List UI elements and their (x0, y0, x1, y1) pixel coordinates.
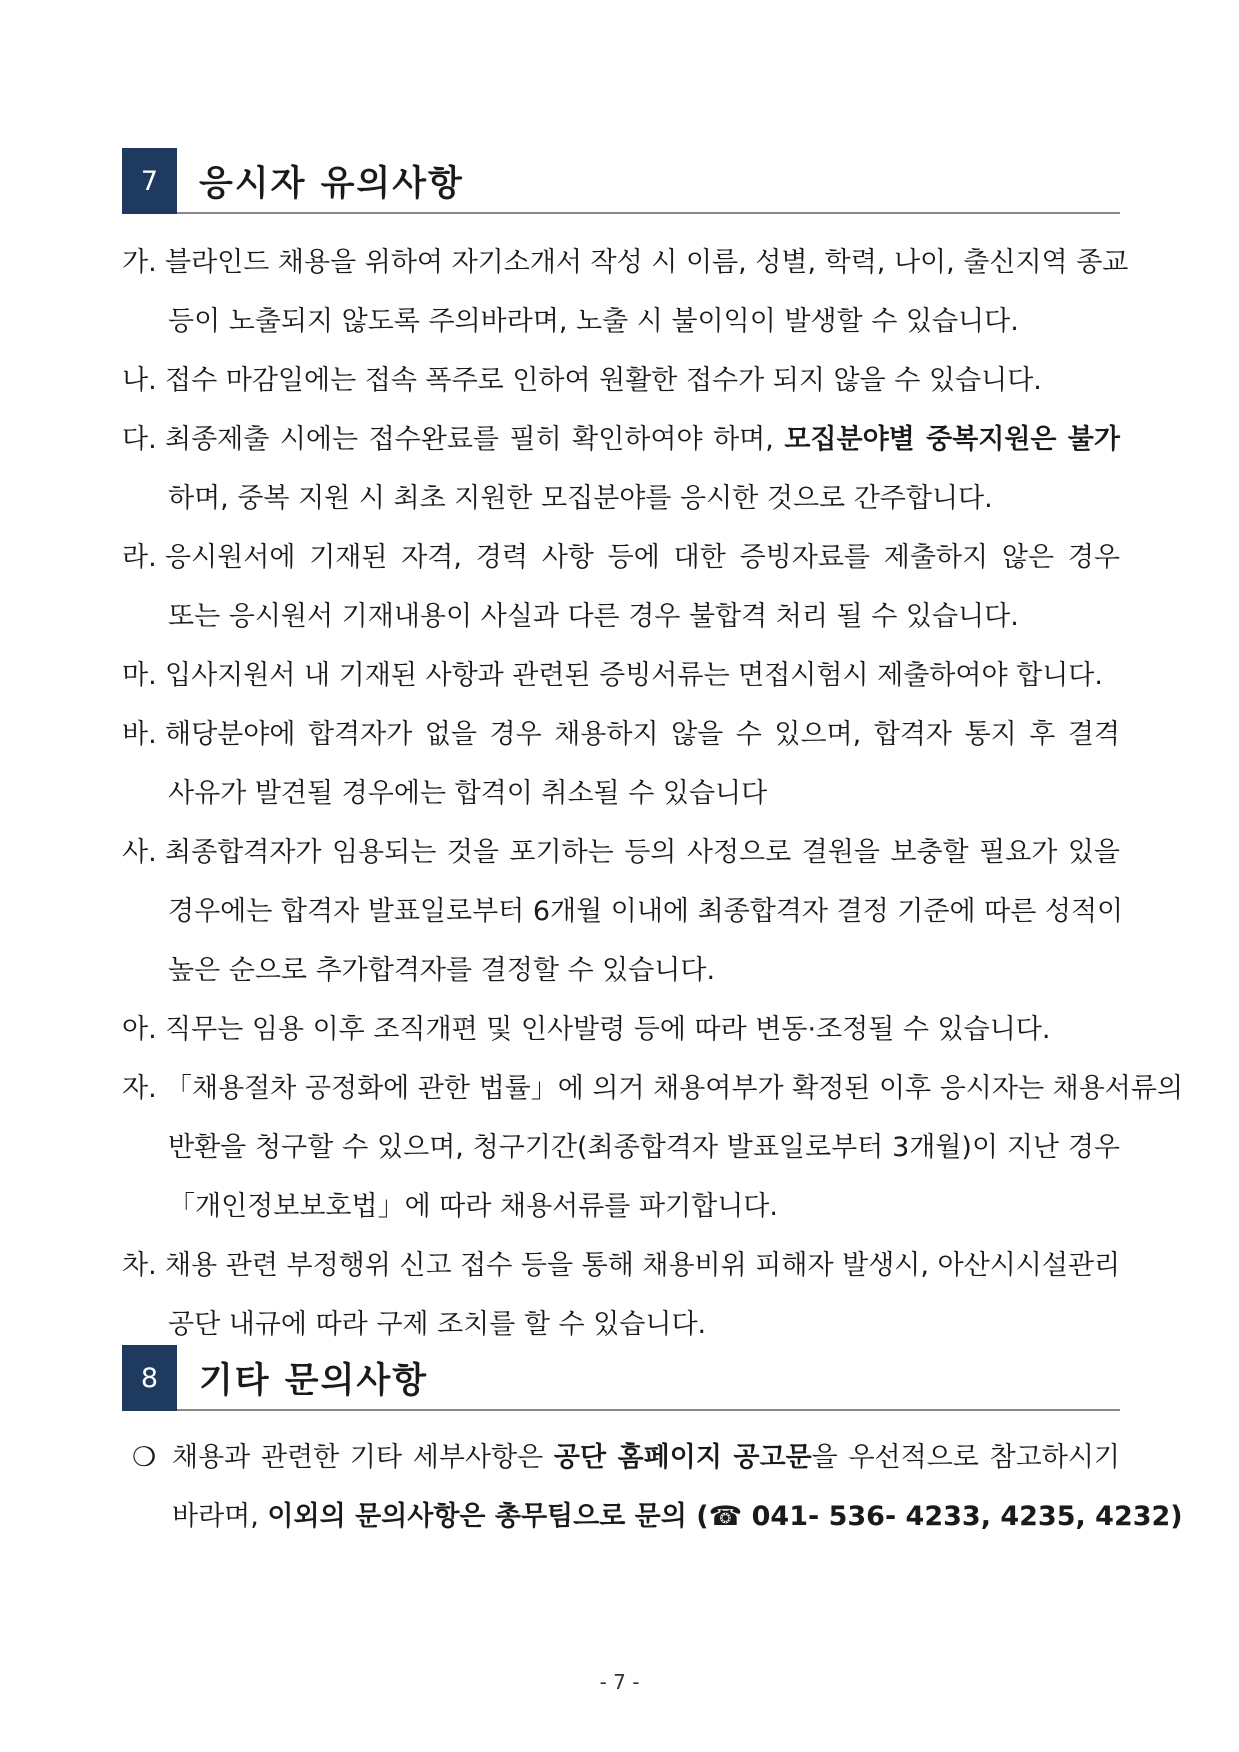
item-line: 입사지원서 내 기재된 사항과 관련된 증빙서류는 면접시험시 제출하여야 합니다. (165, 660, 1103, 691)
notice-item-ba (122, 705, 1120, 823)
section-rule (177, 212, 1120, 214)
item-line (122, 410, 1120, 469)
item-line: 경우에는 합격자 발표일로부터 6개월 이내에 최종합격자 결정 기준에 따른 성적이 (168, 896, 1124, 927)
item-line: 하며, 중복 지원 시 최초 지원한 모집분야를 응시한 것으로 간주합니다. (168, 483, 993, 514)
item-text: 채용과 관련한 기타 세부사항은 (172, 1442, 554, 1473)
item-line: 해당분야에 합격자가 없을 경우 채용하지 않을 수 있으며, 합격자 통지 후 결격 (165, 719, 1120, 750)
emphasis-text: 공단 홈페이지 공고문 (553, 1442, 812, 1473)
item-line: 직무는 임용 이후 조직개편 및 인사발령 등에 따라 변동·조정될 수 있습니다. (165, 1014, 1051, 1045)
emphasis-text: 이외의 문의사항은 총무팀으로 문의 (☎ 041- 536- 4233, 4235, 4232) (267, 1501, 1183, 1532)
section-number-badge: 8 (122, 1345, 177, 1411)
notice-item-cha (122, 1236, 1120, 1354)
notice-item-a (122, 1000, 1120, 1059)
item-line: 등이 노출되지 않도록 주의바라며, 노출 시 불이익이 발생할 수 있습니다. (168, 306, 1019, 337)
item-line: 또는 응시원서 기재내용이 사실과 다른 경우 불합격 처리 될 수 있습니다. (168, 601, 1019, 632)
item-marker: 사. (122, 837, 157, 868)
notice-item-ja (122, 1059, 1184, 1236)
item-line: 블라인드 채용을 위하여 자기소개서 작성 시 이름, 성별, 학력, 나이, 출신지역 종교 (165, 247, 1129, 278)
item-marker: 마. (122, 660, 157, 691)
section-rule (177, 1409, 1120, 1411)
notice-item-ga (122, 233, 1129, 351)
item-line: 공단 내규에 따라 구제 조치를 할 수 있습니다. (168, 1309, 707, 1340)
page-number: - 7 - (599, 1670, 640, 1694)
item-text: 을 우선적으로 참고하시기 (811, 1442, 1120, 1473)
item-line: 반환을 청구할 수 있으며, 청구기간(최종합격자 발표일로부터 3개월)이 지난 경우 (168, 1132, 1120, 1163)
section-7-header (122, 148, 1120, 214)
emphasis-text: 모집분야별 중복지원은 불가 (784, 424, 1120, 455)
notice-item-da (122, 410, 1120, 528)
circle-bullet-icon: ❍ (132, 1442, 157, 1473)
item-line: 채용 관련 부정행위 신고 접수 등을 통해 채용비위 피해자 발생시, 아산시시설관리 (165, 1250, 1121, 1281)
item-line: 접수 마감일에는 접속 폭주로 인하여 원활한 접수가 되지 않을 수 있습니다. (165, 365, 1042, 396)
item-line: 「채용절차 공정화에 관한 법률」에 의거 채용여부가 확정된 이후 응시자는 채용서류의 (165, 1073, 1184, 1104)
item-line (132, 1428, 1120, 1487)
section-title: 기타 문의사항 (199, 1361, 429, 1401)
item-marker: 바. (122, 719, 157, 750)
notice-item-sa (122, 823, 1124, 1000)
section-8-header (122, 1345, 1120, 1411)
item-marker: 라. (122, 542, 157, 573)
notice-item-ra (122, 528, 1120, 646)
item-marker: 나. (122, 365, 157, 396)
item-marker: 차. (122, 1250, 157, 1281)
contact-info-item (132, 1428, 1183, 1546)
item-line: 「개인정보보호법」에 따라 채용서류를 파기합니다. (168, 1191, 778, 1222)
section-number-badge: 7 (122, 148, 177, 214)
item-line (132, 1487, 1183, 1546)
item-line: 높은 순으로 추가합격자를 결정할 수 있습니다. (168, 955, 716, 986)
item-marker: 아. (122, 1014, 157, 1045)
item-line: 최종합격자가 임용되는 것을 포기하는 등의 사정으로 결원을 보충할 필요가 있을 (165, 837, 1120, 868)
item-marker: 가. (122, 247, 157, 278)
item-text: 바라며, (172, 1501, 268, 1532)
notice-item-ma (122, 646, 1120, 705)
item-marker: 다. (122, 424, 157, 455)
item-marker: 자. (122, 1073, 157, 1104)
item-line: 사유가 발견될 경우에는 합격이 취소될 수 있습니다 (168, 778, 768, 809)
notice-item-na (122, 351, 1120, 410)
item-line: 응시원서에 기재된 자격, 경력 사항 등에 대한 증빙자료를 제출하지 않은 경우 (165, 542, 1120, 573)
item-text: 최종제출 시에는 접수완료를 필히 확인하여야 하며, (165, 424, 785, 455)
section-title: 응시자 유의사항 (199, 164, 464, 204)
